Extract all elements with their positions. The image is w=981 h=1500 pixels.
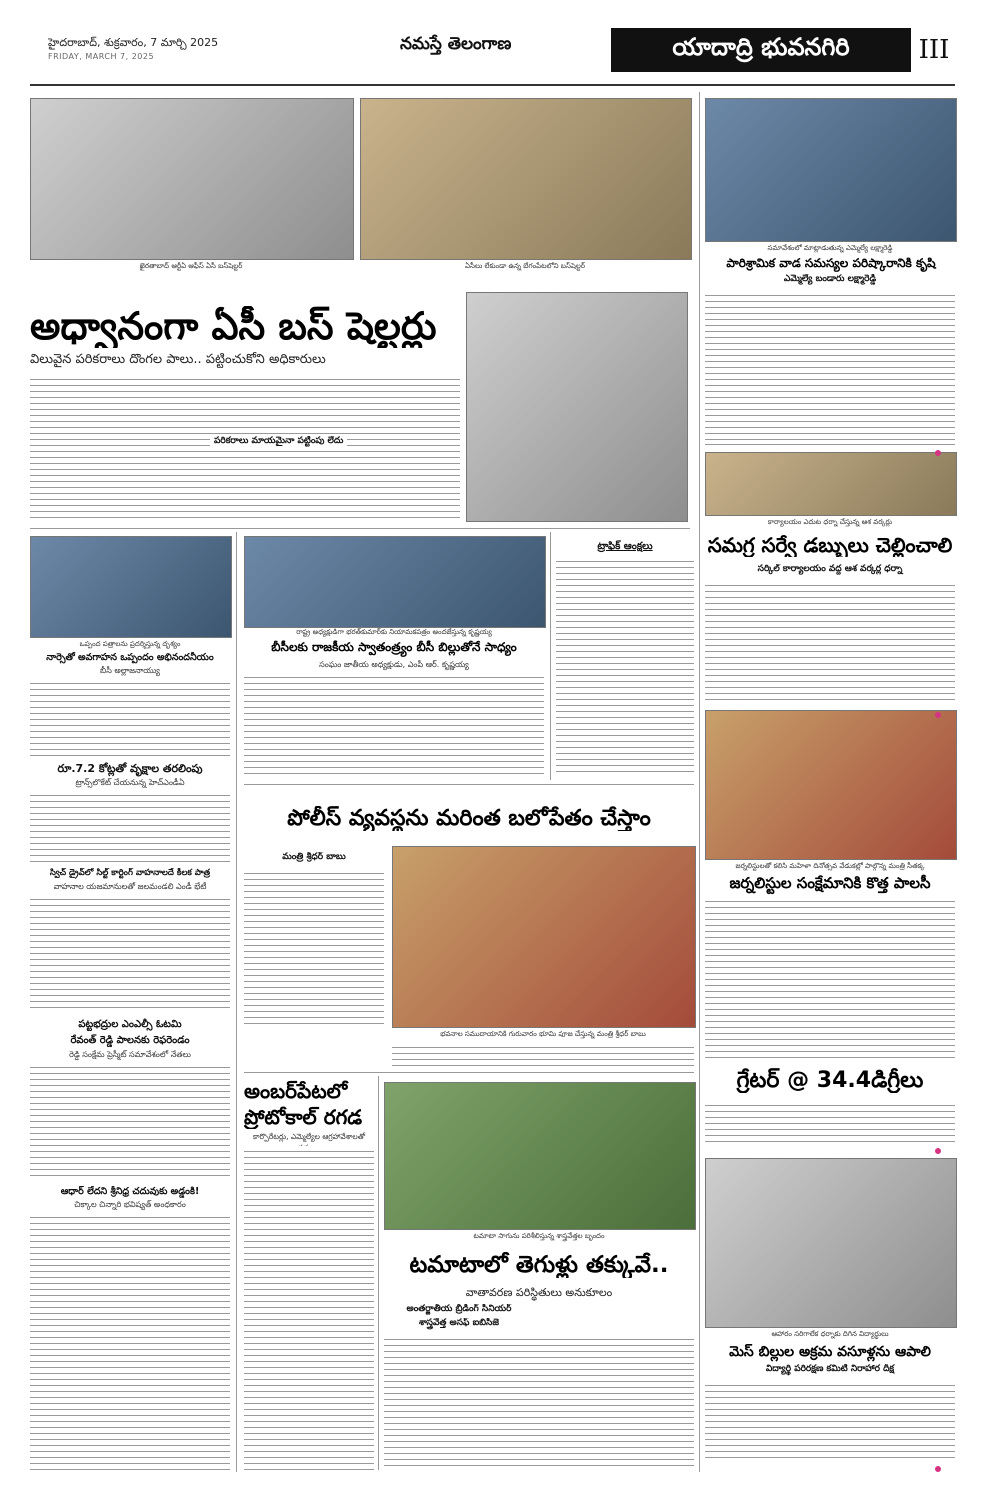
article-body-text bbox=[705, 1100, 955, 1146]
byline: చిక్కాల చిన్నారి భవిష్యత్ అంధకారం bbox=[74, 1200, 186, 1209]
byline: రెడ్డి సంక్షేమ ప్రెస్మీట్ సమావేశంలో నేతలు bbox=[69, 1050, 191, 1059]
main-deck: విలువైన పరికరాలు దొంగల పాలు.. పట్టించుకోని అధికారులు bbox=[30, 352, 326, 367]
issue-date: హైదరాబాద్, శుక్రవారం, 7 మార్చి 2025 bbox=[48, 36, 219, 49]
article-body-text bbox=[244, 672, 544, 776]
photo-caption: భవనాల సముదాయానికి గురువారం భూమి పూజ చేస్తున్న మంత్రి శ్రీధర్ బాబు bbox=[440, 1030, 646, 1038]
article-body-text bbox=[556, 556, 694, 776]
column-divider bbox=[236, 532, 237, 1472]
deck: సర్కిల్ కార్యాలయం వద్ద ఆశ వర్కర్ల ధర్నా bbox=[757, 564, 903, 574]
article-body-text bbox=[705, 580, 955, 702]
article-body-text bbox=[705, 1380, 955, 1460]
byline: ట్రాన్స్‌లొకేట్ చేయనున్న హెచ్ఎండీఏ bbox=[75, 778, 185, 787]
subheading: పరికరాలు మాయమైనా పట్టింపు లేదు bbox=[210, 436, 347, 448]
headline: పోలీస్ వ్యవస్థను మరింత బలోపేతం చేస్తాం bbox=[287, 806, 651, 831]
students-protest-photo bbox=[705, 1158, 957, 1328]
photo-caption: ఒప్పంద పత్రాలను ప్రదర్శిస్తున్న దృశ్యం bbox=[79, 640, 181, 648]
photo-caption: జర్నలిస్టులతో కలిసి మహిళా దినోత్సవ వేడుకల్లో పాల్గొన్న మంత్రి సీతక్క bbox=[735, 862, 925, 870]
article-body-text bbox=[392, 1042, 694, 1066]
headline: రేవంత్ రెడ్డి పాలనకు రెఫరెండం bbox=[70, 1035, 190, 1046]
article-body-text bbox=[30, 790, 230, 862]
headline: ప్రోటోకాల్ రగడ bbox=[244, 1106, 363, 1129]
headline: గ్రేటర్ @ 34.4డిగ్రీలు bbox=[736, 1068, 924, 1093]
photo-caption: ఆహారం సరిగాలేక ధర్నాకు దిగిన విద్యార్థులు bbox=[771, 1330, 889, 1338]
photo-caption: కార్యాలయం ఎదుట ధర్నా చేస్తున్న ఆశ వర్కర్లు bbox=[767, 518, 893, 526]
byline: సంఘం జాతీయ అధ్యక్షుడు, ఎంపీ ఆర్. కృష్ణయ్య bbox=[319, 660, 469, 669]
header-rule bbox=[30, 84, 955, 86]
column-divider bbox=[550, 532, 551, 780]
byline: ఎమ్మెల్యే బండారు లక్ష్మారెడ్డి bbox=[783, 274, 877, 284]
headline: బీసీలకు రాజకీయ స్వాతంత్ర్యం బీసీ బిల్లుతోనే సాధ్యం bbox=[271, 640, 517, 654]
article-body-text bbox=[244, 868, 384, 1028]
photo-caption: ఏసీలు లేకుండా ఉన్న బేగంపేటలోని బస్‌షెల్టర్ bbox=[465, 262, 585, 270]
article-body-text bbox=[30, 1062, 230, 1180]
article-body-text bbox=[30, 894, 230, 1012]
bullet-dot bbox=[935, 450, 941, 456]
headline: స్విచ్ డ్రైవ్‌లో సిల్ట్ కార్టింగ్ వాహనాలదే కీలక పాత్ర bbox=[49, 868, 211, 878]
headline: రూ.7.2 కోట్లతో వృక్షాల తరలింపు bbox=[57, 762, 203, 775]
ac-unit-photo bbox=[466, 292, 688, 522]
paper-name: నమస్తే తెలంగాణ bbox=[400, 34, 512, 54]
bc-meeting-photo bbox=[244, 536, 546, 628]
mou-photo bbox=[30, 536, 232, 638]
journalists-photo bbox=[705, 710, 957, 860]
bus-shelter-photo-1 bbox=[30, 98, 354, 260]
headline: మెస్ బిల్లుల అక్రమ వసూళ్లను ఆపాలి bbox=[729, 1344, 931, 1360]
deck: వాతావరణ పరిస్థితులు అనుకూలం bbox=[465, 1286, 613, 1299]
headline: టమాటాలో తెగుళ్లు తక్కువే.. bbox=[409, 1252, 669, 1278]
byline: బీసీ అల్లాజనాయ్యు bbox=[100, 666, 160, 675]
column-divider bbox=[699, 92, 700, 1472]
byline: కార్పొరేటర్లు, ఎమ్మెల్యేల ఆగ్రహావేశాలతో bbox=[252, 1132, 366, 1141]
bullet-dot bbox=[935, 1466, 941, 1472]
article-body-text bbox=[705, 290, 955, 440]
column-divider bbox=[378, 1076, 379, 1470]
photo-caption: ఖైరతాబాద్ ఆర్టీఏ ఆఫీస్ ఏసీ బస్‌షెల్టర్ bbox=[139, 262, 243, 270]
article-body-text bbox=[30, 678, 230, 756]
main-headline: అధ్వానంగా ఏసీ బస్ షెల్టర్లు bbox=[30, 306, 437, 348]
bullet-dot bbox=[935, 1148, 941, 1154]
headline: సమగ్ర సర్వే డబ్బులు చెల్లించాలి bbox=[707, 534, 953, 557]
byline: మంత్రి శ్రీధర్ బాబు bbox=[282, 852, 346, 862]
masthead bbox=[0, 0, 981, 84]
byline: శాస్త్రవేత్త అసఫ్ ఐబిసీజె bbox=[419, 1318, 499, 1328]
divider bbox=[30, 528, 690, 529]
photo-caption: సమావేశంలో మాట్లాడుతున్న ఎమ్మెల్యే లక్ష్మారెడ్డి bbox=[767, 244, 893, 252]
divider bbox=[244, 784, 694, 785]
asha-workers-photo bbox=[705, 452, 957, 516]
article-body-text bbox=[705, 896, 955, 1060]
headline: పట్టభద్రుల ఎంఎల్సీ ఓటమి bbox=[78, 1019, 182, 1030]
issue-date-english: FRIDAY, MARCH 7, 2025 bbox=[48, 52, 155, 61]
byline: అంతర్జాతీయ బ్రీడింగ్ సీనియర్ bbox=[406, 1304, 512, 1314]
headline: అంబర్‌పేటలో bbox=[244, 1080, 348, 1103]
article-body-text bbox=[384, 1334, 694, 1470]
deck: విద్యార్థి పరిరక్షణ కమిటీ నిరాహార దీక్ష bbox=[765, 1364, 895, 1374]
article-body-text bbox=[30, 1212, 230, 1470]
divider bbox=[705, 444, 955, 445]
headline: నార్సెతో అవగాహన ఒప్పందం అభినందనీయం bbox=[46, 652, 214, 663]
page-number: III bbox=[918, 35, 950, 65]
photo-caption: రాష్ట్ర అధ్యక్షుడిగా భరత్‌కుమార్‌కు నియామకపత్రం అందజేస్తున్న కృష్ణయ్య bbox=[296, 628, 492, 636]
photo-caption: టమాటా సాగును పరిశీలిస్తున్న శాస్త్రవేత్తల బృందం bbox=[473, 1232, 605, 1240]
headline: పారిశ్రామిక వాడ సమస్యల పరిష్కారానికి కృషి bbox=[726, 256, 936, 270]
foundation-ceremony-photo bbox=[392, 846, 696, 1028]
bus-shelter-photo-2 bbox=[360, 98, 692, 260]
article-body-text bbox=[244, 1146, 374, 1470]
tomato-field-photo bbox=[384, 1082, 696, 1230]
divider bbox=[244, 1072, 694, 1073]
headline: జర్నలిస్టుల సంక్షేమానికి కొత్త పాలసీ bbox=[729, 874, 931, 892]
district-banner: యాదాద్రి భువనగిరి bbox=[611, 28, 911, 72]
mla-meeting-photo bbox=[705, 98, 957, 242]
bullet-dot bbox=[935, 712, 941, 718]
headline: ఆధార్ లేదని శ్రీనిధ్ర చదువుకు అడ్డంకి! bbox=[60, 1186, 200, 1197]
headline: ట్రాఫిక్ ఆంక్షలు bbox=[597, 541, 653, 552]
byline: వాహనాల యజమానులతో జలమండలి ఎండీ భేటీ bbox=[53, 882, 207, 891]
